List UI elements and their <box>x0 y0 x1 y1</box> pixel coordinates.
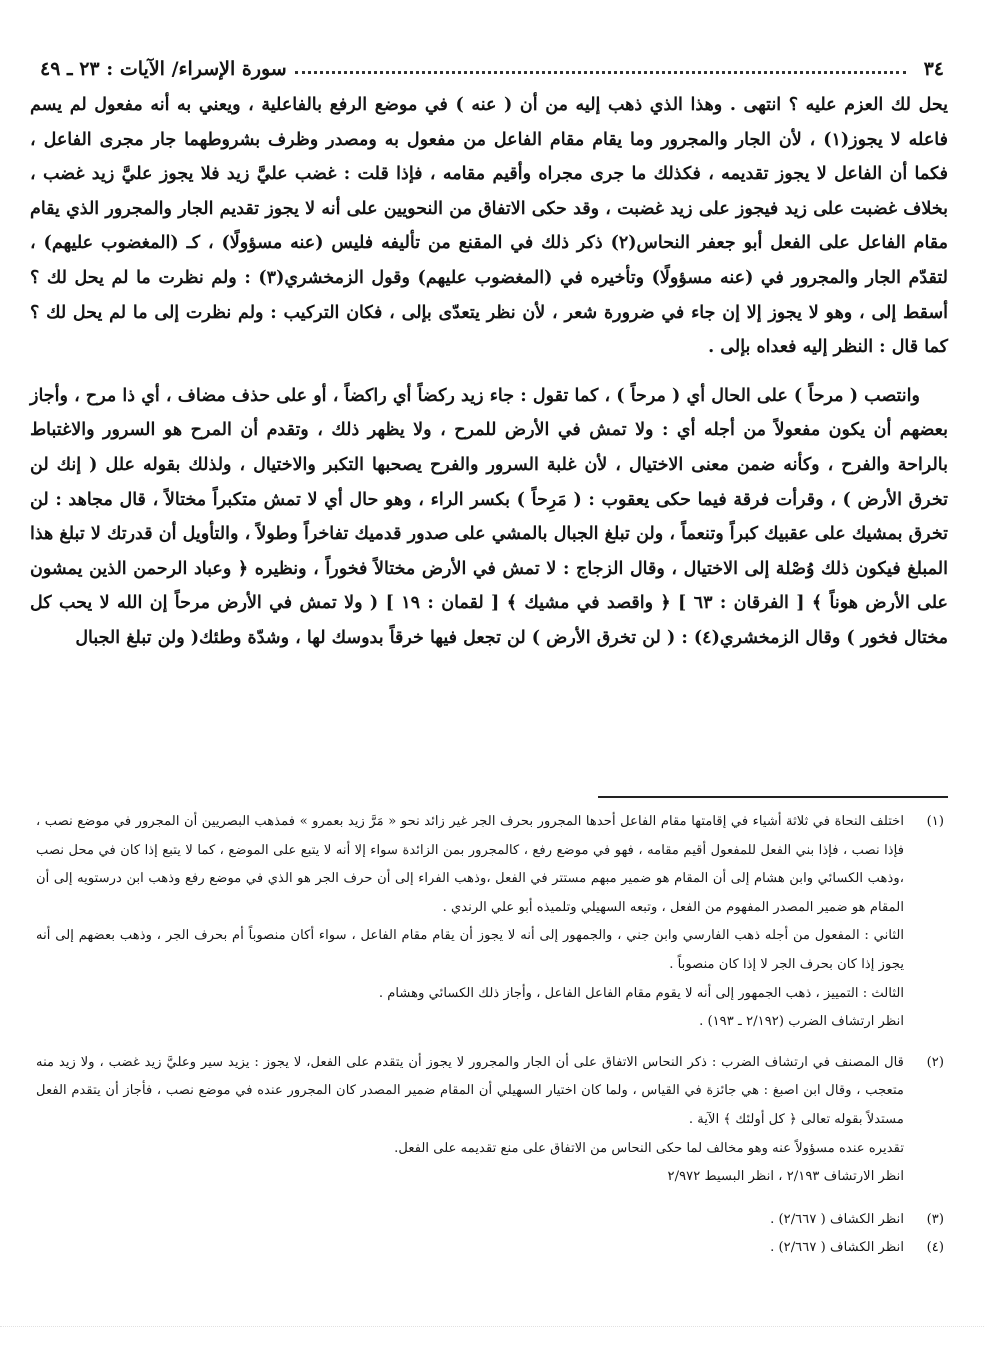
footnote-separator <box>598 796 948 798</box>
main-text <box>30 88 948 656</box>
footnote-mark: (٣) <box>926 1211 944 1227</box>
footnote-line: انظر ارتشاف الضرب (٢/١٩٢ ـ ١٩٣) . <box>699 1014 904 1030</box>
footnote-line: الثاني : المفعول من أجله ذهب الفارسي وابن جني ، والجمهور إلى أنه لا يجوز أن يقام مقام الفاعل ، سواء أكان منصوباً أم بحرف الجر ، وذهب بعضهم إلى أنه يجوز إذا كان بحرف الجر لا إذا كان منصوباً . <box>36 928 904 972</box>
footnote-mark: (١) <box>926 814 944 829</box>
footnote-line: تقديره عنده مسؤولاً عنه وهو مخالف لما حكى النحاس من الاتفاق على منع تقديمه على الفعل. <box>394 1140 904 1156</box>
paragraph: وانتصب ( مرحاً ) على الحال أي ( مرحاً ) ، كما تقول : جاء زيد ركضاً أي راكضاً ، أو على حذف مضاف ، أي ذا مرح ، وأجاز بعضهم أن يكون مفعولاً من أجله أي : ولا تمش في الأرض للمرح ، ولا يظهر ذلك ، وتقدم أن المرح هو السرور والاغتباط بالراحة والفرح ، وكأنه ضمن معنى الاختيال ، لأن غلبة السرور والفرح يصحبها التكبر والاختيال ، ولذلك بقوله علل ( إنك لن تخرق الأرض ) ، وقرأت فرقة فيما حكى يعقوب : ( مَرِحاً ) بكسر الراء ، وهو حال أي لا تمش متكبراً مختالاً ، قال مجاهد : لن تخرق بمشيك على عقبيك كبراً وتنعماً ، ولن تبلغ الجبال بالمشي على صدور قدميك تفاخراً وطولاً ، والتأويل أن قدرتك لا تبلغ هذا المبلغ فيكون ذلك وُصْلة إلى الاختيال ، وقال الزجاج : لا تمش في الأرض مختالاً فخوراً ، ونظيره ﴿ وعباد الرحمن الذين يمشون على الأرض هوناً ﴾ [ الفرقان : ٦٣ ] ﴿ واقصد في مشيك ﴾ [ لقمان : ١٩ ] ( ولا تمش في الأرض مرحاً إن الله لا يحب كل مختال فخور ) وقال الزمخشري(٤) : ( لن تخرق الأرض ) لن تجعل فيها خرقاً بدوسك لها ، وشدّة وطئك( ولن تبلغ الجبال <box>30 385 949 648</box>
footnote-line: اختلف النحاة في ثلاثة أشياء في إقامتها مقام الفاعل أحدها المجرور بحرف الجر غير زائد نحو « مَرَّ زيد بعمرو » فمذهب البصريين أن المجرور في موضع نصب ، فإذا نصب ، فإذا بني الفعل للمفعول أقيم مقامه ، فهو في موضع رفع ، كالمجرور بمن الزائدة سواء إلا أنه لا يتبع على الموضع ، كما لا يتبع إذا كان في محل نصب ،وذهب الكسائي وابن هشام إلى أن المقام هو ضمير مبهم مستتر في الفعل ،وذهب الفراء إلى أن حرف الجر هو الذي في موضع رفع وذهب ابن درستويه إلى أن المقام هو ضمير المصدر المفهوم من الفعل ، وتبعه السهيلي وتلميذه أبو علي الرندي . <box>36 814 904 915</box>
footnote-1 <box>36 808 944 1037</box>
footnote-4 <box>36 1234 944 1263</box>
footnote-line: انظر الكشاف ( ٢/٦٦٧) . <box>770 1240 904 1256</box>
footnote-3 <box>36 1206 944 1235</box>
scan-noise <box>0 1326 984 1341</box>
footnote-line: انظر الكشاف ( ٢/٦٦٧) . <box>770 1211 904 1227</box>
footnote-mark: (٤) <box>926 1240 944 1256</box>
footnote-body <box>36 1234 904 1263</box>
running-title: سورة الإسراء/ الآيات : ٢٣ ـ ٤٩ <box>40 58 287 80</box>
footnote-line: انظر الارتشاف ٢/١٩٣ ، انظر البسيط ٢/٩٧٢ <box>667 1169 904 1185</box>
footnote-line: قال المصنف في ارتشاف الضرب : ذكر النحاس الاتفاق على أن الجار والمجرور لا يجوز أن يتقدم على الفعل، لا يجوز : يزيد سير وعليَّ زيد غضب ، ولا زيد منه متعجب ، وقال ابن اصبغ : هي جائزة في القياس ، ولما كان اختيار السهيلي أن المقام ضمير المصدر كان المجرور عنده في موضع نصب ، فأجاز أن يتقدم الفعل مستدلاً بقوله تعالى ﴿ كل أولئك ﴾ الآية . <box>36 1054 904 1127</box>
paragraph: يحل لك العزم عليه ؟ انتهى . وهذا الذي ذهب إليه من أن ( عنه ) في موضع الرفع بالفاعلية ، ويعني به أنه مفعول لم يسم فاعله لا يجوز(١) ، لأن الجار والمجرور وما يقام مقام الفاعل من مفعول به ومصدر وظرف بشروطهما جار مجرى الفاعل ، فكما أن الفاعل لا يجوز تقديمه ، فكذلك ما جرى مجراه وأقيم مقامه ، فإذا قلت : غضب عليَّ زيد فلا يجوز عليَّ زيد غضب ، بخلاف غضبت على زيد فيجوز على زيد غضبت ، وقد حكى الاتفاق من النحويين على أنه لا يجوز تقديم الجار والمجرور الذي يقام مقام الفاعل على الفعل أبو جعفر النحاس(٢) ذكر ذلك في المقنع من تأليفه فليس (عنه مسؤولًا) ، كـ (المغضوب عليهم) ، لتقدّم الجار والمجرور في (عنه مسؤولًا) وتأخيره في (المغضوب عليهم) وقول الزمخشري(٣) : ولم نظرت ما لم يحل لك ؟ أسقط إلى ، وهو لا يجوز إلا إن جاء في ضرورة شعر ، لأن نظر يتعدّى بإلى ، فكان التركيب : ولم نظرت إلى ما لم يحل لك ؟ كما قال : النظر إليه فعداه بإلى . <box>30 95 949 358</box>
page-number: ٣٤ <box>923 58 944 80</box>
footnote-line: الثالث : التمييز ، ذهب الجمهور إلى أنه لا يقوم مقام الفاعل الفاعل ، وأجاز ذلك الكسائي وهشام . <box>378 985 904 1001</box>
footnote-2 <box>36 1049 944 1192</box>
header-dotted-leader <box>295 71 906 74</box>
footnote-body <box>36 1206 904 1235</box>
footnote-body <box>36 808 904 1037</box>
footnote-mark: (٢) <box>926 1054 944 1070</box>
footnote-body <box>36 1049 904 1192</box>
page-header <box>40 52 944 86</box>
footnotes <box>36 808 944 1263</box>
